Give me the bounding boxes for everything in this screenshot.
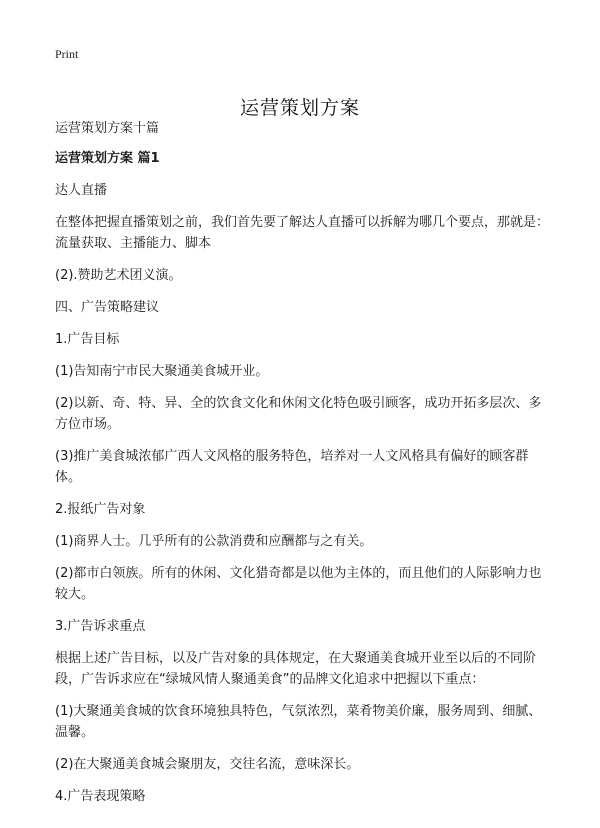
paragraph: (1)告知南宁市民大聚通美食城开业。 (55, 364, 269, 379)
paragraph: 四、广告策略建议 (55, 300, 160, 315)
paragraph: (2)都市白领族。所有的休闲、文化猎奇都是以他为主体的，而且他们的人际影响力也较大。 (55, 566, 542, 602)
paragraph: (2).赞助艺术团义演。 (55, 268, 182, 283)
paragraph: (2)以新、奇、特、异、全的饮食文化和休闲文化特色吸引顾客，成功开拓多层次、多方位市场。 (55, 396, 542, 432)
paragraph: 3.广告诉求重点 (55, 619, 146, 634)
paragraph: 达人直播 (55, 183, 108, 198)
paragraph: 根据上述广告目标，以及广告对象的具体规定，在大聚通美食城开业至以后的不同阶段，广告诉求应在“绿城风情人聚通美食”的品牌文化追求中把握以下重点： (55, 651, 537, 687)
paragraph: 在整体把握直播策划之前，我们首先要了解达人直播可以拆解为哪几个要点，那就是：流量获取、主播能力、脚本 (55, 215, 550, 251)
print-label[interactable]: Print (55, 47, 79, 61)
paragraph: 2.报纸广告对象 (55, 502, 146, 517)
paragraph: 4.广告表现策略 (55, 789, 146, 804)
paragraph: (3)推广美食城浓郁广西人文风格的服务特色，培养对一人文风格具有偏好的顾客群体。 (55, 449, 529, 485)
paragraph: 1.广告目标 (55, 332, 120, 347)
section-heading: 运营策划方案 篇1 (55, 151, 160, 166)
document-body (55, 118, 550, 818)
paragraph: (2)在大聚通美食城会聚朋友，交往名流，意味深长。 (55, 757, 360, 772)
document-subtitle: 运营策划方案十篇 (55, 121, 160, 136)
paragraph: (1)商界人士。几乎所有的公款消费和应酬都与之有关。 (55, 534, 373, 549)
page-title: 运营策划方案 (239, 96, 360, 119)
paragraph: (1)大聚通美食城的饮食环境独具特色，气氛浓烈，菜肴物美价廉，服务周到、细腻、温馨。 (55, 704, 542, 740)
